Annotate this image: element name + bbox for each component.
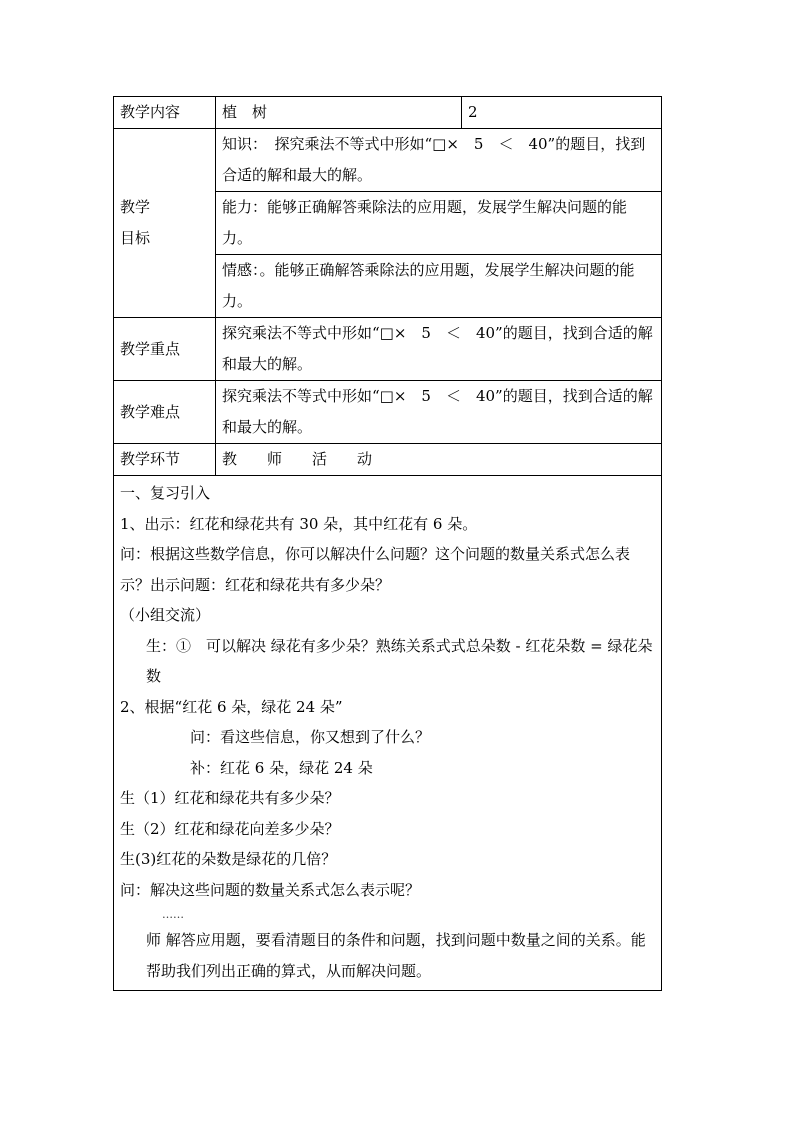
teaching-content-label: 教学内容: [114, 97, 216, 129]
row-difficulty: [114, 381, 662, 444]
content-line: （小组交流）: [120, 606, 211, 624]
content-line: 一、复习引入: [120, 484, 211, 502]
teaching-goals-label: [114, 129, 216, 318]
row-key-point: [114, 318, 662, 381]
content-line: 2、根据“红花 6 朵，绿花 24 朵”: [120, 697, 343, 716]
difficulty-text: 探究乘法不等式中形如“□× 5 ＜ 40”的题目，找到合适的解和最大的解。: [216, 381, 662, 444]
row-teaching-content: [114, 97, 662, 129]
topic-cell: 植 树: [216, 97, 462, 129]
content-line: 生(3)红花的朵数是绿花的几倍？: [120, 850, 337, 868]
teaching-goals-label-line1: 教学: [120, 198, 151, 216]
goal-ability: 能力：能够正确解答乘除法的应用题，发展学生解决问题的能力。: [216, 192, 662, 255]
row-process: [114, 444, 662, 476]
lesson-plan-table: [113, 96, 662, 991]
content-line: 生（1）红花和绿花共有多少朵？: [120, 789, 340, 807]
ellipsis-line: ……: [162, 908, 184, 921]
row-content: [114, 476, 662, 991]
content-line: 问：解决这些问题的数量关系式怎么表示呢？: [120, 880, 421, 899]
key-point-label: 教学重点: [114, 318, 216, 381]
content-line: 问：看这些信息，你又想到了什么？: [190, 728, 431, 746]
teaching-goals-label-line2: 目标: [120, 229, 151, 247]
content-line: 1、出示：红花和绿花共有 30 朵，其中红花有 6 朵。: [120, 514, 478, 533]
row-goal-knowledge: [114, 129, 662, 192]
content-line: 生：① 可以解决 绿花有多少朵？熟练关系式式总朵数 - 红花朵数 = 绿花朵数: [146, 636, 653, 685]
difficulty-label: 教学难点: [114, 381, 216, 444]
content-line: 补：红花 6 朵，绿花 24 朵: [190, 758, 373, 777]
key-point-text: 探究乘法不等式中形如“□× 5 ＜ 40”的题目，找到合适的解和最大的解。: [216, 318, 662, 381]
goal-emotion: 情感：。能够正确解答乘除法的应用题，发展学生解决问题的能力。: [216, 255, 662, 318]
lesson-content: [114, 476, 662, 991]
process-label: 教学环节: [114, 444, 216, 476]
content-line: 生（2）红花和绿花向差多少朵？: [120, 819, 340, 838]
content-line: 问：根据这些数学信息，你可以解决什么问题？这个问题的数量关系式怎么表示？出示问题：红花和绿花共有多少朵？: [120, 545, 631, 594]
period-cell: 2: [462, 97, 662, 129]
goal-knowledge: 知识： 探究乘法不等式中形如“□× 5 ＜ 40”的题目，找到合适的解和最大的解。: [216, 129, 662, 192]
content-line: 师 解答应用题，要看清题目的条件和问题，找到问题中数量之间的关系。能帮助我们列出正确的算式，从而解决问题。: [146, 931, 646, 980]
teacher-activity-header: 教 师 活 动: [216, 444, 662, 476]
